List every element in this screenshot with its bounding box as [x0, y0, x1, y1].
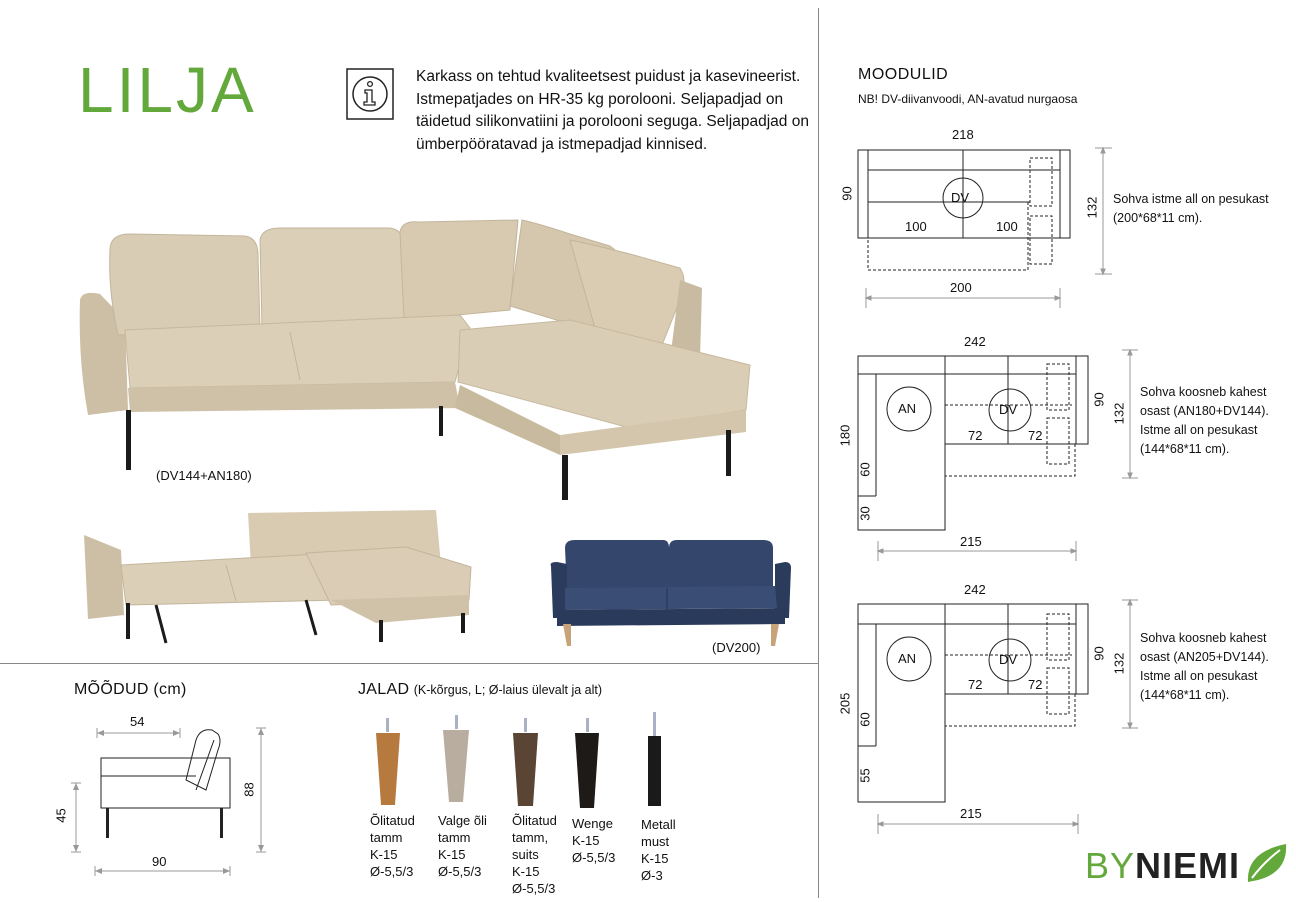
leaf-icon — [1244, 842, 1290, 886]
m2-left-depth: 180 — [837, 424, 853, 447]
dim-height: 88 — [241, 782, 257, 797]
leg-caption-line: Ø-3 — [641, 868, 663, 883]
leg-caption-line: Ø-5,5/3 — [512, 881, 556, 896]
m1-note — [1113, 190, 1269, 228]
modules-note: NB! DV-diivanvoodi, AN-avatud nurgaosa — [858, 92, 1078, 106]
m3-note — [1140, 629, 1269, 705]
leg-caption-line: tamm — [370, 830, 403, 845]
leg-caption-line: Õlitatud — [512, 813, 557, 828]
leg-caption-line: Wenge — [572, 816, 613, 831]
byniemi-logo — [1085, 845, 1240, 887]
m2-note-line: Istme all on pesukast — [1140, 423, 1258, 437]
m1-width-bottom: 200 — [950, 280, 972, 295]
leg-caption-line: suits — [512, 847, 539, 862]
blue-photo-caption: (DV200) — [712, 640, 761, 655]
m3-depth: 90 — [1091, 646, 1107, 661]
m2-note-line: (144*68*11 cm). — [1140, 442, 1230, 456]
dim-seat-depth: 54 — [130, 714, 145, 729]
m3-arm: 60 — [857, 712, 873, 727]
m2-depth: 90 — [1091, 392, 1107, 407]
m1-open-depth: 132 — [1084, 196, 1100, 219]
legs-subtitle: (K-kõrgus, L; Ø-laius ülevalt ja alt) — [413, 683, 603, 697]
product-description: Karkass on tehtud kvaliteetsest puidust ja kasevineerist. Istmepatjades on HR-35 kg porolooni. Seljapadjad on täidetud silikonvatiini ja porolooni seguga. Seljapadjad on ümberpööratavad ja istmepadjad kinnised. — [416, 68, 809, 153]
m3-note-line: (144*68*11 cm). — [1140, 688, 1230, 702]
leg-caption-line: K-15 — [438, 847, 466, 862]
leg-caption-line: K-15 — [641, 851, 669, 866]
leg-caption-line: Valge õli — [438, 813, 487, 828]
m2-width-bottom: 215 — [960, 534, 982, 549]
m3-width-top: 242 — [964, 582, 986, 597]
main-photo-caption: (DV144+AN180) — [156, 468, 252, 483]
dimensions-title: MÕÕDUD (cm) — [74, 681, 187, 698]
m3-open-depth: 132 — [1111, 652, 1127, 675]
m2-seat-b: 72 — [1028, 428, 1043, 443]
m1-note-line: Sohva istme all on pesukast — [1113, 192, 1269, 206]
leg-caption-line: tamm, — [512, 830, 549, 845]
logo-niemi: NIEMI — [1135, 845, 1241, 886]
leg-caption-line: Ø-5,5/3 — [438, 864, 482, 879]
legs-title: JALAD — [358, 681, 410, 698]
m3-left-depth: 205 — [837, 692, 853, 715]
leg-caption-line: Ø-5,5/3 — [572, 850, 616, 865]
m2-end: 30 — [857, 506, 873, 521]
m1-seat-b: 100 — [996, 219, 1018, 234]
leg-caption-line: Õlitatud — [370, 813, 415, 828]
m3-seat-b: 72 — [1028, 677, 1043, 692]
m1-depth: 90 — [839, 186, 855, 201]
m2-arm: 60 — [857, 462, 873, 477]
leg-caption-line: must — [641, 834, 670, 849]
m1-seat-a: 100 — [905, 219, 927, 234]
dim-depth: 90 — [152, 854, 167, 869]
m3-width-bottom: 215 — [960, 806, 982, 821]
m2-dv: DV — [999, 402, 1018, 417]
m3-seat-a: 72 — [968, 677, 983, 692]
m2-note-line: Sohva koosneb kahest — [1140, 385, 1267, 399]
product-title: LILJA — [78, 54, 257, 126]
modules-title: MOODULID — [858, 66, 949, 83]
m3-note-line: Sohva koosneb kahest — [1140, 631, 1267, 645]
m2-seat-a: 72 — [968, 428, 983, 443]
m3-note-line: osast (AN205+DV144). — [1140, 650, 1269, 664]
leg-caption-line: K-15 — [572, 833, 600, 848]
dim-seat-height: 45 — [53, 808, 69, 823]
leg-caption-line: Ø-5,5/3 — [370, 864, 414, 879]
m2-note — [1140, 383, 1269, 459]
leg-caption-line: tamm — [438, 830, 471, 845]
leg-caption-line: K-15 — [370, 847, 398, 862]
m3-dv: DV — [999, 652, 1018, 667]
m3-an: AN — [898, 651, 917, 666]
m2-note-line: osast (AN180+DV144). — [1140, 404, 1269, 418]
m2-an: AN — [898, 401, 917, 416]
m1-note-line: (200*68*11 cm). — [1113, 211, 1203, 225]
m3-end: 55 — [857, 768, 873, 783]
m1-dv: DV — [951, 190, 970, 205]
leg-caption-line: Metall — [641, 817, 676, 832]
m2-width-top: 242 — [964, 334, 986, 349]
m2-open-depth: 132 — [1111, 402, 1127, 425]
logo-by: BY — [1085, 845, 1136, 886]
m1-width-top: 218 — [952, 127, 974, 142]
m3-note-line: Istme all on pesukast — [1140, 669, 1258, 683]
leg-caption-line: K-15 — [512, 864, 540, 879]
